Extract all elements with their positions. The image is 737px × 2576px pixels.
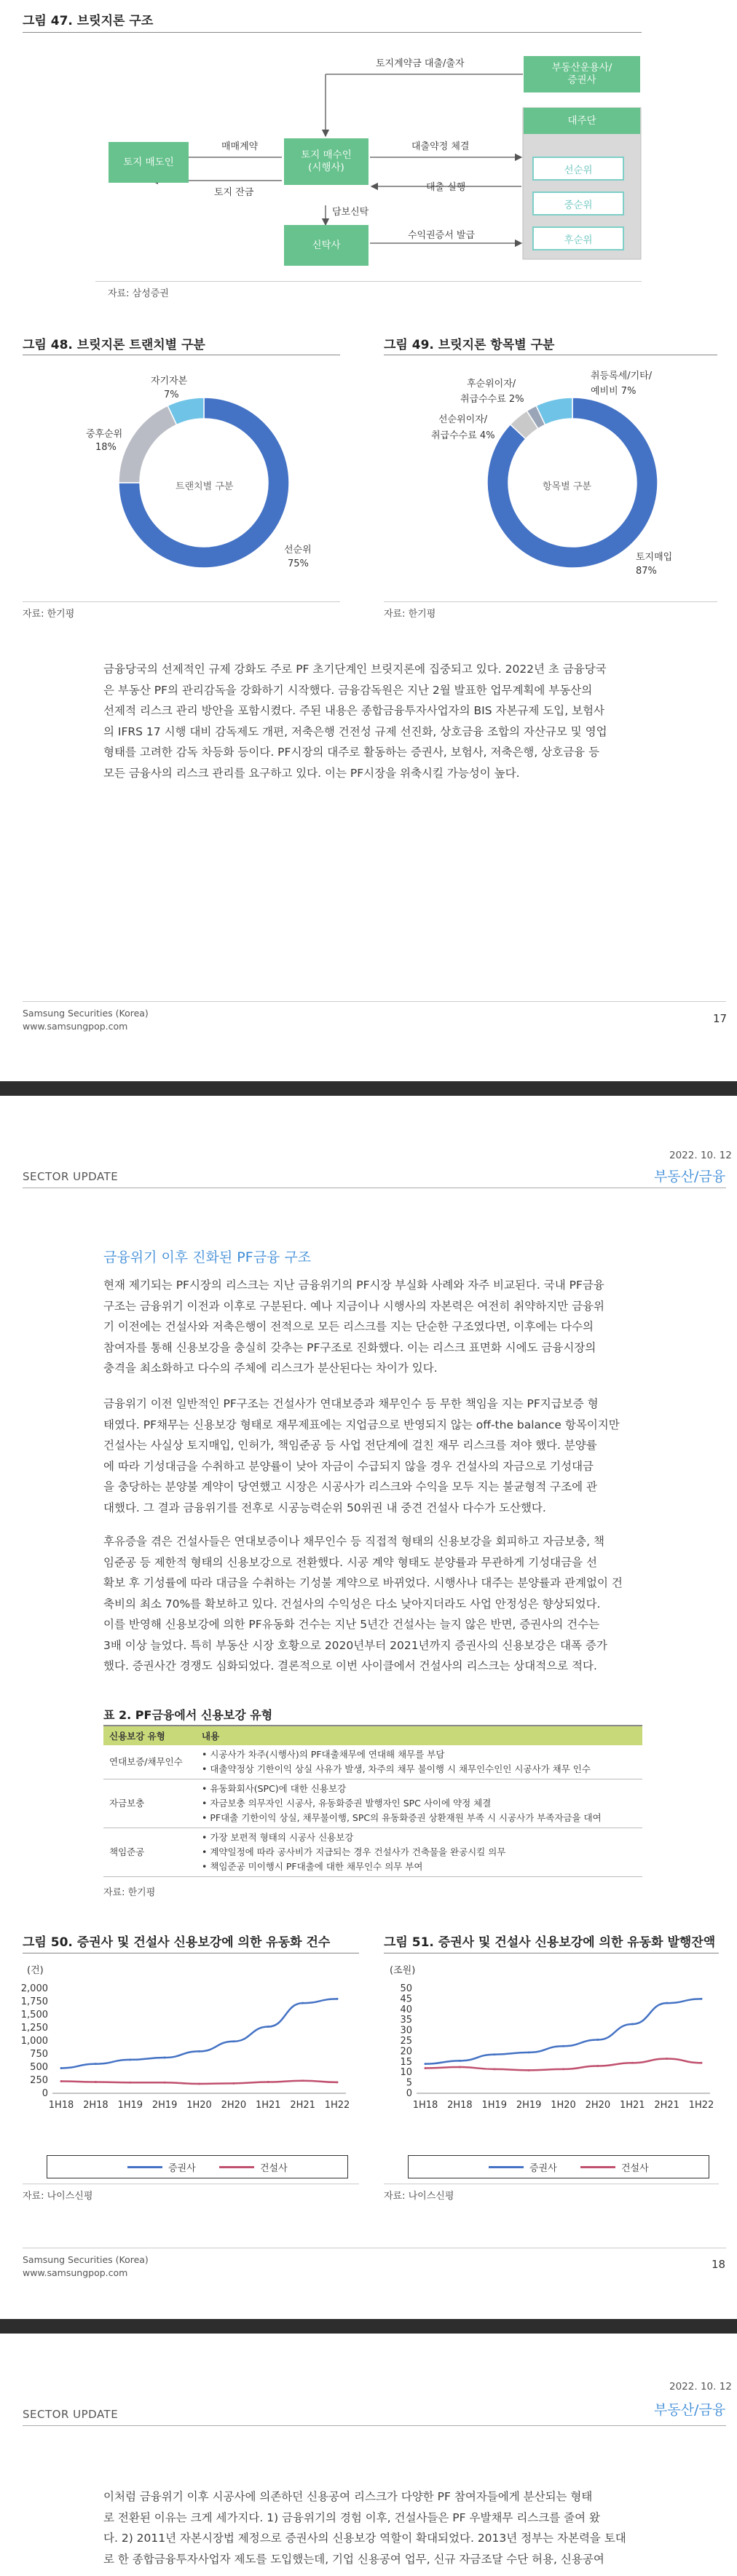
fig50-x-tick-label: 1H19 (117, 2100, 143, 2111)
table2-header: 내용 (196, 1726, 642, 1745)
fig51-point (631, 2062, 634, 2064)
fig48-center-label: 트랜치별 구분 (176, 481, 234, 492)
fig51-point (701, 1998, 703, 2000)
fig51-point (459, 2066, 461, 2069)
fig51-y-tick-label: 45 (400, 1994, 412, 2005)
table2-type-cell: 책임준공 (103, 1828, 196, 1877)
fig48-title: 그림 48. 브릿지론 트랜치별 구분 (23, 338, 205, 352)
page19-paragraph: 이처럼 금융위기 이후 시공사에 의존하던 신용공여 리스크가 다양한 PF 참여자들에게 분산되는 형태 로 전환된 이유는 크게 세가지다. 1) 금융위기의 경험 이후, 건설사들은 PF 우발채무 리스크를 줄여 왔 다. 2) 2011년 자본시장법 제정으로 증권사의 신용보강 역할이 확대되었다. 2013년 정부는 자본력을 토대 로 한 종합금융투자사업자 제도를 도입했는데, 기업 신용공여 업무, 신규 자금조달 수단 허용, 신용공여 (103, 2490, 626, 2566)
fig50-point (232, 2040, 234, 2042)
fig50-line-chart (15, 1977, 357, 2115)
node-senior: 선순위 (532, 157, 624, 181)
fig50-point (129, 2058, 131, 2061)
page18-date: 2022. 10. 12 (669, 1150, 732, 1161)
label-loan-agreement: 대출약정 체결 (411, 141, 470, 152)
fig51-x-tick-label: 1H18 (412, 2100, 438, 2111)
page-18 (0, 1096, 737, 2355)
fig51-x-tick-label: 1H20 (551, 2100, 576, 2111)
table-row (103, 1779, 642, 1828)
fig51-y-tick-label: 25 (400, 2036, 412, 2047)
fig50-y-tick-label: 2,000 (20, 1983, 48, 1994)
fig51-y-tick-label: 10 (400, 2067, 412, 2079)
fig51-x-tick-label: 1H21 (619, 2100, 645, 2111)
fig51-x-tick-label: 2H19 (516, 2100, 542, 2111)
fig51-point (631, 2023, 634, 2025)
label-sale-contract: 매매계약 (221, 141, 259, 152)
node-trust: 신탁사 (284, 225, 368, 266)
fig51-point (459, 2060, 461, 2062)
fig51-legend (408, 2155, 709, 2178)
page17-number: 17 (713, 1012, 728, 1025)
fig51-y-tick-label: 40 (400, 2004, 412, 2015)
fig51-y-tick-label: 50 (400, 1983, 412, 1994)
fig50-y-tick-label: 1,500 (20, 2010, 48, 2020)
table2-type-cell: 연대보증/채무인수 (103, 1745, 196, 1779)
page18-footer-url: www.samsungpop.com (23, 2267, 128, 2278)
table-row (103, 1828, 642, 1877)
fig50-point (164, 2057, 166, 2059)
page-19 (0, 2334, 737, 2576)
fig50-legend (47, 2155, 348, 2178)
page-separator-2 (0, 2319, 737, 2334)
fig51-y-tick-label: 15 (400, 2056, 412, 2068)
fig49-label-tax-2: 예비비 7% (591, 386, 636, 397)
fig49-label-tax-1: 취등록세/기타/ (591, 371, 653, 382)
fig51-point (425, 2067, 427, 2069)
fig50-x-tick-label: 1H21 (255, 2100, 281, 2111)
fig49-title: 그림 49. 브릿지론 항목별 구분 (384, 338, 555, 352)
table2-source: 자료: 한기평 (103, 1887, 156, 1898)
fig51-legend-2: 건설사 (621, 2163, 649, 2174)
table2-content-cell: • 유동화회사(SPC)에 대한 신용보강 • 자금보충 의무자인 시공사, 유동화증권 발행자인 SPC 사이에 약정 체결 • PF대출 기한이익 상실, 채무불이행, SPC의 유동화증권 상환재원 부족 시 시공사가 부족자금을 대여 (196, 1779, 642, 1828)
fig50-point (198, 2050, 200, 2052)
node-mezz: 중순위 (532, 191, 624, 216)
fig51-x-tick-label: 1H19 (481, 2100, 508, 2111)
page18-category: 부동산/금융 (654, 1169, 726, 1185)
fig50-series-line-1 (61, 1999, 337, 2068)
node-lenders-head: 대주단 (524, 108, 640, 134)
fig51-title: 그림 51. 증권사 및 건설사 신용보강에 의한 유동화 발행잔액 (384, 1935, 716, 1950)
fig50-point (336, 1998, 339, 2000)
page19-section: SECTOR UPDATE (23, 2408, 119, 2421)
fig48-label-equity-val: 7% (164, 390, 179, 400)
fig51-point (493, 2068, 495, 2070)
fig50-x-tick-label: 2H21 (290, 2100, 315, 2111)
fig50-y-tick-label: 1,750 (20, 1996, 48, 2007)
fig50-point (164, 2082, 166, 2084)
fig48-label-senior-val: 75% (288, 558, 309, 569)
fig49-label-senior-fee-1: 선순위이자/ (438, 414, 488, 425)
fig47-source: 자료: 삼성증권 (108, 288, 169, 299)
fig51-x-tick-label: 2H20 (585, 2100, 611, 2111)
fig50-point (129, 2082, 131, 2084)
table2-content-cell: • 가장 보편적 형태의 시공사 신용보강 • 계약일정에 따라 공사비가 지급되는 경우 건설사가 건축물을 완공시킬 의무 • 책임준공 미이행시 PF대출에 대한 채무인수 의무 부여 (196, 1828, 642, 1877)
fig51-point (596, 2039, 599, 2041)
fig47-title: 그림 47. 브릿지론 구조 (23, 14, 154, 28)
fig49-label-junior-fee-1: 후순위이자/ (467, 379, 516, 390)
page17-paragraph: 금융당국의 선제적인 규제 강화도 주로 PF 초기단계인 브릿지론에 집중되고 있다. 2022년 초 금융당국 은 부동산 PF의 관리감독을 강화하기 시작했다. 금융감독원은 지난 2월 발표한 업무계획에 부동산의 선제적 리스크 관리 방안을 포함시켰다. 주된 내용은 종합금융투자사업자의 BIS 자본규제 도입, 보험사 의 IFRS 17 시행 대비 감독제도 개편, 저축은행 건전성 규제 선진화, 상호금융 조합의 자산규모 및 영업 형태를 고려한 감독 차등화 등이다. PF시장의 대주로 활동하는 증권사, 보험사, 저축은행, 상호금융 등 모든 금융사의 리스크 관리를 요구하고 있다. 이는 PF시장을 위축시킬 가능성이 높다. (103, 663, 607, 780)
fig51-x-tick-label: 2H21 (654, 2100, 679, 2111)
page19-date: 2022. 10. 12 (669, 2381, 732, 2393)
fig50-title: 그림 50. 증권사 및 건설사 신용보강에 의한 유동화 건수 (23, 1935, 331, 1950)
fig50-point (267, 2081, 269, 2083)
fig50-x-tick-label: 2H20 (221, 2100, 247, 2111)
fig50-y-tick-label: 750 (30, 2049, 48, 2060)
table2-header-row (103, 1726, 642, 1745)
page18-heading: 금융위기 이후 진화된 PF금융 구조 (103, 1249, 312, 1265)
fig51-y-tick-label: 35 (400, 2015, 412, 2026)
fig51-y-tick-label: 30 (400, 2025, 412, 2036)
fig50-point (302, 2079, 304, 2082)
fig50-point (232, 2082, 234, 2085)
fig50-y-tick-label: 1,000 (20, 2036, 48, 2047)
fig51-y-tick-label: 5 (406, 2077, 412, 2089)
fig51-unit: (조원) (390, 1965, 416, 1976)
node-lenders-top: 부동산운용사/ 증권사 (524, 56, 640, 92)
label-beneficiary: 수익권증서 발급 (408, 230, 476, 241)
fig51-y-tick-label: 0 (406, 2088, 412, 2099)
fig49-source: 자료: 한기평 (384, 609, 436, 620)
fig50-y-tick-label: 0 (42, 2088, 48, 2099)
page19-header-rule (23, 2425, 726, 2426)
fig48-source: 자료: 한기평 (23, 609, 75, 620)
label-loan-exec: 대출 실행 (426, 182, 466, 193)
fig51-point (528, 2051, 530, 2053)
fig48-label-senior-name: 선순위 (284, 545, 312, 556)
node-junior: 후순위 (532, 226, 624, 250)
fig48-label-mid-val: 18% (95, 442, 117, 453)
fig49-label-land-name: 토지매입 (636, 552, 673, 563)
fig50-point (336, 2081, 339, 2083)
fig50-point (198, 2083, 200, 2085)
table2-type-cell: 자금보충 (103, 1779, 196, 1828)
fig49-bottom-rule (384, 601, 717, 602)
fig50-point (302, 2002, 304, 2004)
fig51-series-line-1 (425, 1999, 701, 2063)
fig51-point (701, 2062, 703, 2064)
fig50-x-tick-label: 1H20 (186, 2100, 212, 2111)
fig50-x-tick-label: 2H18 (83, 2100, 109, 2111)
page-separator-1 (0, 1081, 737, 1096)
fig50-unit: (건) (27, 1965, 44, 1976)
fig51-line-chart (379, 1977, 721, 2115)
fig50-legend-2: 건설사 (260, 2163, 288, 2174)
label-collateral-trust: 담보신탁 (332, 207, 369, 218)
table2-title: 표 2. PF금융에서 신용보강 유형 (103, 1708, 273, 1722)
fig51-y-tick-label: 20 (400, 2046, 412, 2058)
fig48-bottom-rule (23, 601, 340, 602)
fig49-label-junior-fee-2: 취급수수료 2% (460, 394, 524, 405)
label-contract-loan: 토지계약금 대출/출자 (376, 58, 465, 69)
fig50-y-tick-label: 1,250 (20, 2023, 48, 2034)
fig50-point (95, 2063, 97, 2065)
fig49-center-label: 항목별 구분 (543, 481, 591, 492)
fig51-point (562, 2068, 564, 2070)
table-row (103, 1745, 642, 1779)
fig51-source: 자료: 나이스신평 (384, 2191, 454, 2202)
fig48-label-mid-name: 중후순위 (86, 429, 123, 440)
page17-footer-rule (23, 1001, 726, 1002)
fig51-point (596, 2065, 599, 2067)
fig48-slice-2 (119, 406, 177, 483)
fig50-source: 자료: 나이스신평 (23, 2191, 93, 2202)
fig47-bottom-rule (95, 281, 642, 282)
table2-credit-enhancement (103, 1725, 642, 1877)
fig50-x-tick-label: 2H19 (151, 2100, 178, 2111)
fig51-point (666, 2058, 668, 2060)
fig50-y-tick-label: 500 (30, 2062, 48, 2073)
fig49-label-land-val: 87% (636, 566, 657, 577)
fig51-point (528, 2069, 530, 2071)
page18-para2: 금융위기 이전 일반적인 PF구조는 건설사가 연대보증과 채무인수 등 무한 책임을 지는 PF지급보증 형 태였다. PF채무는 신용보강 형태로 재무제표에는 지업금으로 반영되지 않는 off-the balance 항목이지만 건설사는 사실상 토지매입, 인허가, 책임준공 등 사업 전단계에 걸친 재무 리스크를 져야 했다. 분양률 에 따라 기성대금을 수취하고 분양률이 낮아 자금이 수급되지 않을 경우 건설사의 자금으로 기성대금 을 충당하는 분양불 계약이 당연했고 시장은 시공사가 리스크와 수익을 모두 지는 불균형적 구조에 관 대했다. 그 결과 금융위기를 전후로 시공능력순위 50위권 내 중견 건설사 다수가 도산했다. (103, 1397, 620, 1514)
fig51-point (425, 2063, 427, 2065)
fig49-label-senior-fee-2: 취급수수료 4% (431, 430, 495, 441)
node-land-seller: 토지 매도인 (109, 142, 189, 183)
page18-footer-company: Samsung Securities (Korea) (23, 2254, 149, 2265)
table2-content-cell: • 시공사가 차주(시행사)의 PF대출채무에 연대해 채무를 부담 • 대출약정상 기한이익 상실 사유가 발생, 차주의 채무 불이행 시 채무인수인인 시공사가 채무 인수 (196, 1745, 642, 1779)
fig50-point (95, 2081, 97, 2083)
fig50-x-tick-label: 1H18 (48, 2100, 74, 2111)
fig50-legend-1: 증권사 (168, 2163, 196, 2174)
page19-category: 부동산/금융 (654, 2402, 726, 2418)
page18-section: SECTOR UPDATE (23, 1170, 119, 1183)
fig51-point (493, 2053, 495, 2055)
node-land-buyer: 토지 매수인 (시행사) (284, 138, 368, 185)
fig51-point (666, 2002, 668, 2004)
fig50-y-tick-label: 250 (30, 2075, 48, 2086)
fig51-point (562, 2045, 564, 2047)
fig51-x-tick-label: 2H18 (447, 2100, 473, 2111)
page18-para1: 현재 제기되는 PF시장의 리스크는 지난 금융위기의 PF시장 부실화 사례와 자주 비교된다. 국내 PF금융 구조는 금융위기 이전과 이후로 구분된다. 예나 지금이나 시행사의 자본력은 여전히 취약하지만 금융위 기 이전에는 건설사와 저축은행이 전적으로 모든 리스크를 지는 단순한 구조였다면, 이후에는 다수의 참여자를 통해 신용보강을 충실히 갖추는 PF구조로 진화했다. 이는 리스크 표면화 시에도 금융시장의 충격을 최소화하고 다수의 주체에 리스크가 분산된다는 차이가 있다. (103, 1279, 604, 1375)
page-17 (0, 0, 737, 1081)
fig51-legend-1: 증권사 (529, 2163, 557, 2174)
label-land-balance: 토지 잔금 (214, 187, 254, 198)
fig50-point (267, 2026, 269, 2028)
fig50-point (60, 2067, 63, 2069)
table2-header: 신용보강 유형 (103, 1726, 196, 1745)
fig51-x-tick-label: 1H22 (688, 2100, 714, 2111)
page18-number: 18 (712, 2258, 726, 2271)
fig48-label-equity-name: 자기자본 (151, 376, 188, 387)
page17-footer-url: www.samsungpop.com (23, 1021, 128, 1032)
fig50-x-tick-label: 1H22 (324, 2100, 350, 2111)
page18-para3: 후유증을 겪은 건설사들은 연대보증이나 채무인수 등 직접적 형태의 신용보강을 회피하고 자금보충, 책 임준공 등 제한적 형태의 신용보강으로 전환했다. 시공 계약 형태도 분양률과 무관하게 기성대금을 선 확보 후 기성률에 따라 대금을 수취하는 기성불 계약으로 바뀌었다. 시행사나 대주는 분양률과 관계없이 건 축비의 최소 70%를 확보하고 있다. 건설사의 수익성은 다소 낮아지더라도 사업 안정성은 향상되었다. 이를 반영해 신용보강에 의한 PF유동화 건수는 지난 5년간 건설사는 늘지 않은 반면, 증권사의 건수는 3배 이상 늘었다. 특히 부동산 시장 호황으로 2020년부터 2021년까지 증권사의 신용보강은 대폭 증가 했다. 증권사간 경쟁도 심화되었다. 결론적으로 이번 사이클에서 건설사의 리스크는 상대적으로 적다. (103, 1535, 623, 1672)
page17-footer-company: Samsung Securities (Korea) (23, 1008, 149, 1019)
fig50-point (60, 2080, 63, 2082)
